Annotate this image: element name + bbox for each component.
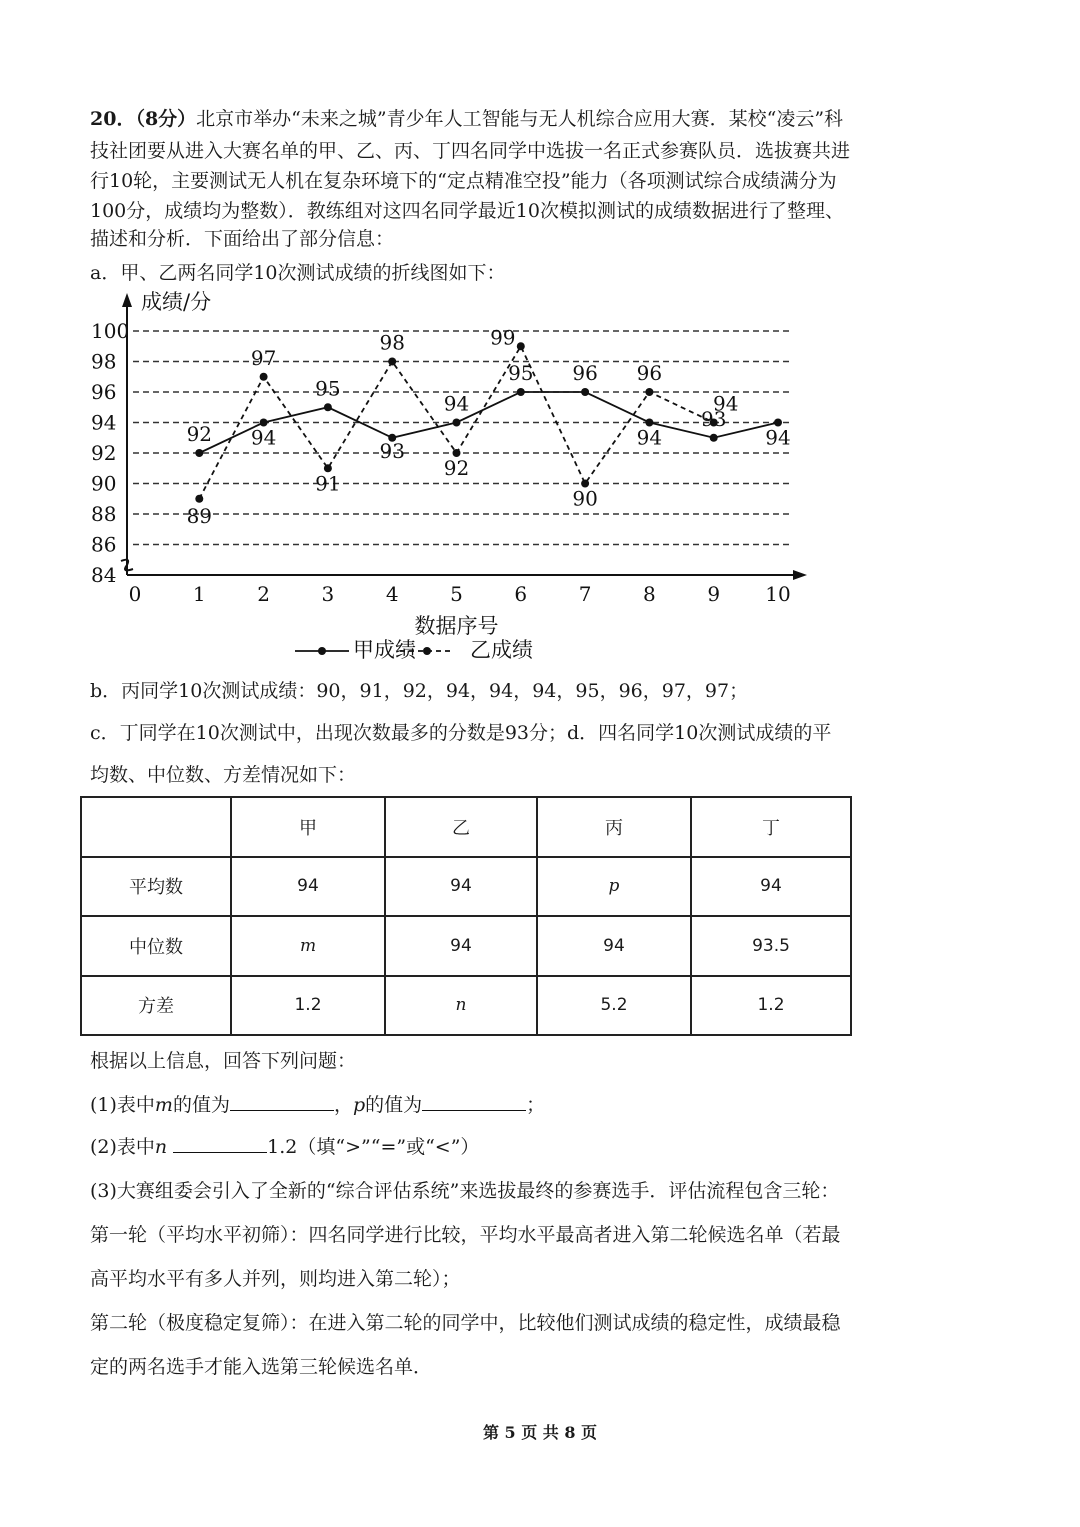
legend-marker bbox=[318, 647, 326, 655]
intro-line-1: 20．（8分）北京市举办“未来之城”青少年人工智能与无人机综合应用大赛．某校“凌云”科 bbox=[90, 108, 844, 130]
data-label: 94 bbox=[765, 425, 791, 450]
data-point bbox=[388, 358, 396, 366]
table-cell: n bbox=[385, 976, 537, 1036]
answer-blank-m[interactable] bbox=[230, 1090, 334, 1111]
legend-label: 甲成绩 bbox=[353, 638, 416, 662]
chart-labels bbox=[187, 325, 791, 528]
x-tick-label: 7 bbox=[578, 582, 592, 606]
table-header-cell: 甲 bbox=[231, 797, 385, 857]
data-point bbox=[581, 388, 589, 396]
question-3-line-3: 高平均水平有多人并列，则均进入第二轮）； bbox=[90, 1268, 461, 1290]
y-tick-label: 86 bbox=[91, 532, 117, 557]
intro-line-5: 描述和分析．下面给出了部分信息： bbox=[90, 228, 395, 250]
x-axis-arrow bbox=[793, 570, 807, 580]
y-axis-arrow bbox=[122, 293, 132, 307]
question-1: (1)表中m的值为 ，p的值为 ； bbox=[90, 1090, 1010, 1120]
page-footer: 第 5 页 共 8 页 bbox=[482, 1423, 598, 1442]
table-row bbox=[81, 976, 851, 1036]
data-label: 94 bbox=[250, 425, 277, 450]
table-cell: 94 bbox=[385, 916, 537, 976]
table-cell: 5.2 bbox=[537, 976, 691, 1036]
y-tick-label: 98 bbox=[91, 349, 117, 374]
x-tick-label: 9 bbox=[707, 582, 721, 606]
data-label: 95 bbox=[508, 361, 534, 385]
data-point bbox=[517, 342, 525, 350]
part-b-text: b．丙同学10次测试成绩：90，91，92，94，94，94，95，96，97，97； bbox=[90, 680, 749, 702]
legend-label: 乙成绩 bbox=[470, 638, 533, 662]
data-point bbox=[453, 419, 461, 427]
intro-line-2: 技社团要从进入大赛名单的甲、乙、丙、丁四名同学中选拔一名正式参赛队员．选拔赛共进 bbox=[90, 140, 851, 162]
data-label: 92 bbox=[186, 422, 213, 446]
data-label: 94 bbox=[443, 391, 470, 416]
data-point bbox=[710, 434, 718, 442]
x-tick-label: 6 bbox=[514, 582, 528, 606]
x-axis-title: 数据序号 bbox=[414, 614, 499, 638]
data-point bbox=[195, 495, 203, 503]
x-tick-label: 0 bbox=[128, 582, 142, 606]
table-cell: p bbox=[537, 857, 691, 917]
stats-table bbox=[80, 796, 852, 1036]
data-label: 92 bbox=[443, 456, 470, 480]
answer-blank-n[interactable] bbox=[173, 1132, 267, 1153]
data-point bbox=[324, 403, 332, 411]
table-cell: 方差 bbox=[81, 976, 231, 1036]
table-cell: 平均数 bbox=[81, 857, 231, 917]
table-header-row bbox=[81, 797, 851, 857]
x-tick-label: 4 bbox=[385, 582, 399, 606]
answer-intro: 根据以上信息，回答下列问题： bbox=[90, 1050, 357, 1072]
question-3-line-5: 定的两名选手才能入选第三轮候选名单． bbox=[90, 1356, 433, 1378]
x-tick-label: 3 bbox=[321, 582, 335, 606]
data-label: 94 bbox=[636, 425, 663, 450]
question-3-line-4: 第二轮（极度稳定复筛）：在进入第二轮的同学中，比较他们测试成绩的稳定性，成绩最稳 bbox=[90, 1312, 841, 1334]
table-header-cell: 丙 bbox=[537, 797, 691, 857]
table-header-cell: 丁 bbox=[691, 797, 851, 857]
data-label: 94 bbox=[712, 391, 739, 416]
data-point bbox=[645, 388, 653, 396]
table-cell: 1.2 bbox=[691, 976, 851, 1036]
y-tick-label: 84 bbox=[91, 563, 117, 587]
table-cell: m bbox=[231, 916, 385, 976]
data-label: 97 bbox=[250, 345, 277, 370]
x-tick-label: 1 bbox=[192, 582, 206, 606]
table-row bbox=[81, 916, 851, 976]
y-tick-label: 92 bbox=[91, 441, 117, 465]
question-3-line-1: (3)大赛组委会引入了全新的“综合评估系统”来选拔最终的参赛选手．评估流程包含三轮： bbox=[90, 1180, 840, 1202]
data-label: 93 bbox=[379, 438, 405, 463]
chart-legend bbox=[295, 638, 533, 662]
x-tick-label: 8 bbox=[643, 582, 656, 606]
data-point bbox=[517, 388, 525, 396]
data-label: 89 bbox=[186, 503, 213, 528]
table-row bbox=[81, 857, 851, 917]
table-header-cell: 乙 bbox=[385, 797, 537, 857]
y-tick-label: 88 bbox=[91, 502, 117, 526]
data-label: 96 bbox=[572, 361, 598, 385]
data-label: 99 bbox=[490, 325, 516, 350]
y-tick-label: 90 bbox=[91, 471, 117, 496]
data-label: 93 bbox=[700, 406, 727, 431]
table-cell: 94 bbox=[385, 857, 537, 917]
question-number: 20．（8分） bbox=[90, 108, 197, 130]
x-tick-label: 5 bbox=[450, 582, 463, 606]
table-cell: 93.5 bbox=[691, 916, 851, 976]
table-cell: 中位数 bbox=[81, 916, 231, 976]
part-c-text: c．丁同学在10次测试中，出现次数最多的分数是93分；d．四名同学10次测试成绩的平 bbox=[90, 722, 832, 744]
data-point bbox=[260, 373, 268, 381]
data-point bbox=[195, 449, 203, 457]
part-a-text: a．甲、乙两名同学10次测试成绩的折线图如下： bbox=[90, 262, 506, 284]
line-chart bbox=[85, 285, 825, 675]
y-axis-title: 成绩/分 bbox=[141, 290, 212, 314]
table-cell: 1.2 bbox=[231, 976, 385, 1036]
data-label: 90 bbox=[572, 486, 598, 511]
question-2: (2)表中n 1.2（填“>”“=”或“<”） bbox=[90, 1132, 1010, 1162]
table-cell: 94 bbox=[537, 916, 691, 976]
part-d-text: 均数、中位数、方差情况如下： bbox=[90, 764, 357, 786]
x-tick-label: 10 bbox=[765, 582, 791, 606]
intro-line-3: 行10轮，主要测试无人机在复杂环境下的“定点精准空投”能力（各项测试综合成绩满分为 bbox=[90, 170, 837, 192]
table-cell: 94 bbox=[231, 857, 385, 917]
x-tick-label: 2 bbox=[257, 582, 270, 606]
legend-marker bbox=[423, 647, 431, 655]
data-label: 98 bbox=[379, 330, 405, 355]
y-tick-label: 100 bbox=[91, 319, 130, 343]
y-tick-label: 94 bbox=[91, 410, 117, 435]
data-label: 96 bbox=[636, 361, 663, 385]
y-tick-label: 96 bbox=[91, 380, 117, 404]
intro-line-4: 100分，成绩均为整数）．教练组对这四名同学最近10次模拟测试的成绩数据进行了整理、 bbox=[90, 200, 844, 222]
table-cell: 94 bbox=[691, 857, 851, 917]
answer-blank-p[interactable] bbox=[422, 1090, 526, 1111]
question-3-line-2: 第一轮（平均水平初筛）：四名同学进行比较，平均水平最高者进入第二轮候选名单（若最 bbox=[90, 1224, 841, 1246]
table-header-cell bbox=[81, 797, 231, 857]
data-label: 91 bbox=[315, 471, 341, 496]
data-label: 95 bbox=[315, 376, 341, 401]
